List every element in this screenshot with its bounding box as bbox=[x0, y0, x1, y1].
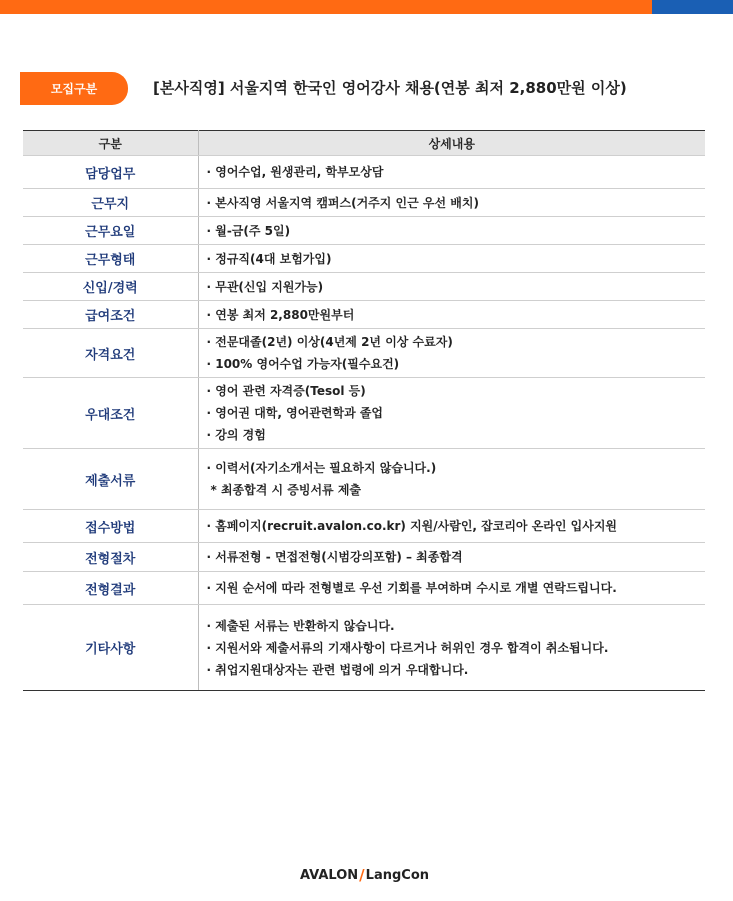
detail-line: · 영어 관련 자격증(Tesol 등) bbox=[206, 384, 366, 398]
row-label: 전형절차 bbox=[23, 543, 198, 572]
detail-line: · 지원서와 제출서류의 기재사항이 다르거나 허위인 경우 합격이 취소됩니다. bbox=[206, 640, 609, 655]
row-detail bbox=[198, 301, 705, 329]
row-detail bbox=[198, 329, 705, 378]
row-detail bbox=[198, 245, 705, 273]
avalon-langcon-logo bbox=[300, 865, 440, 885]
detail-line: · 영어수업, 원생관리, 학부모상담 bbox=[206, 165, 384, 179]
top-bar-orange bbox=[0, 0, 652, 14]
column-header-category: 구분 bbox=[23, 131, 198, 156]
row-label: 제출서류 bbox=[23, 449, 198, 510]
table-row bbox=[23, 543, 705, 572]
page-title: [본사직영] 서울지역 한국인 영어강사 채용(연봉 최저 2,880만원 이상) bbox=[153, 79, 627, 97]
table-row bbox=[23, 245, 705, 273]
job-info-table bbox=[23, 130, 705, 691]
row-label: 근무형태 bbox=[23, 245, 198, 273]
row-label: 급여조건 bbox=[23, 301, 198, 329]
row-label: 전형결과 bbox=[23, 572, 198, 605]
table-row bbox=[23, 449, 705, 510]
detail-line: · 월-금(주 5일) bbox=[206, 223, 291, 238]
row-detail bbox=[198, 543, 705, 572]
column-header-details: 상세내용 bbox=[198, 131, 705, 156]
detail-line: · 무관(신입 지원가능) bbox=[206, 279, 324, 294]
detail-line: · 전문대졸(2년) 이상(4년제 2년 이상 수료자) bbox=[206, 335, 453, 349]
row-label: 근무지 bbox=[23, 189, 198, 217]
detail-line: · 지원 순서에 따라 전형별로 우선 기회를 부여하며 수시로 개별 연락드립니다. bbox=[206, 581, 617, 595]
row-detail bbox=[198, 378, 705, 449]
detail-note: * 최종합격 시 증빙서류 제출 bbox=[210, 483, 361, 497]
detail-line: · 본사직영 서울지역 캠퍼스(거주지 인근 우선 배치) bbox=[206, 195, 479, 210]
detail-line: · 취업지원대상자는 관련 법령에 의거 우대합니다. bbox=[206, 662, 469, 677]
row-label: 근무요일 bbox=[23, 217, 198, 245]
row-label: 담당업무 bbox=[23, 156, 198, 189]
table-row bbox=[23, 378, 705, 449]
table-row bbox=[23, 301, 705, 329]
recruit-category-badge: 모집구분 bbox=[20, 72, 128, 105]
logo-text-langcon: LangCon bbox=[365, 867, 429, 883]
table-row bbox=[23, 156, 705, 189]
detail-line: · 100% 영어수업 가능자(필수요건) bbox=[206, 357, 400, 371]
row-label: 접수방법 bbox=[23, 510, 198, 543]
top-color-bar bbox=[0, 0, 733, 14]
table-row bbox=[23, 189, 705, 217]
row-label: 기타사항 bbox=[23, 605, 198, 691]
table-row bbox=[23, 572, 705, 605]
row-detail bbox=[198, 156, 705, 189]
detail-line: · 영어권 대학, 영어관련학과 졸업 bbox=[206, 406, 384, 420]
logo-text-avalon: AVALON bbox=[300, 867, 359, 883]
table-header-row bbox=[23, 131, 705, 156]
row-detail bbox=[198, 605, 705, 691]
detail-line: · 이력서(자기소개서는 필요하지 않습니다.) bbox=[206, 461, 437, 475]
top-bar-blue bbox=[652, 0, 733, 14]
detail-line: · 연봉 최저 2,880만원부터 bbox=[206, 307, 355, 322]
row-label: 신입/경력 bbox=[23, 273, 198, 301]
logo-slash: / bbox=[359, 866, 365, 884]
row-detail bbox=[198, 189, 705, 217]
row-detail bbox=[198, 217, 705, 245]
table-row bbox=[23, 510, 705, 543]
table-row bbox=[23, 273, 705, 301]
row-detail bbox=[198, 449, 705, 510]
row-detail bbox=[198, 510, 705, 543]
table-row bbox=[23, 605, 705, 691]
row-label: 우대조건 bbox=[23, 378, 198, 449]
table-row bbox=[23, 329, 705, 378]
row-detail bbox=[198, 273, 705, 301]
detail-line: · 강의 경험 bbox=[206, 428, 266, 442]
row-detail bbox=[198, 572, 705, 605]
table-row bbox=[23, 217, 705, 245]
detail-line: · 홈페이지(recruit.avalon.co.kr) 지원/사람인, 잡코리아 온라인 입사지원 bbox=[206, 519, 618, 533]
detail-line: · 서류전형 - 면접전형(시범강의포함) – 최종합격 bbox=[206, 550, 463, 564]
row-label: 자격요건 bbox=[23, 329, 198, 378]
detail-line: · 정규직(4대 보험가입) bbox=[206, 251, 332, 266]
detail-line: · 제출된 서류는 반환하지 않습니다. bbox=[206, 618, 395, 633]
